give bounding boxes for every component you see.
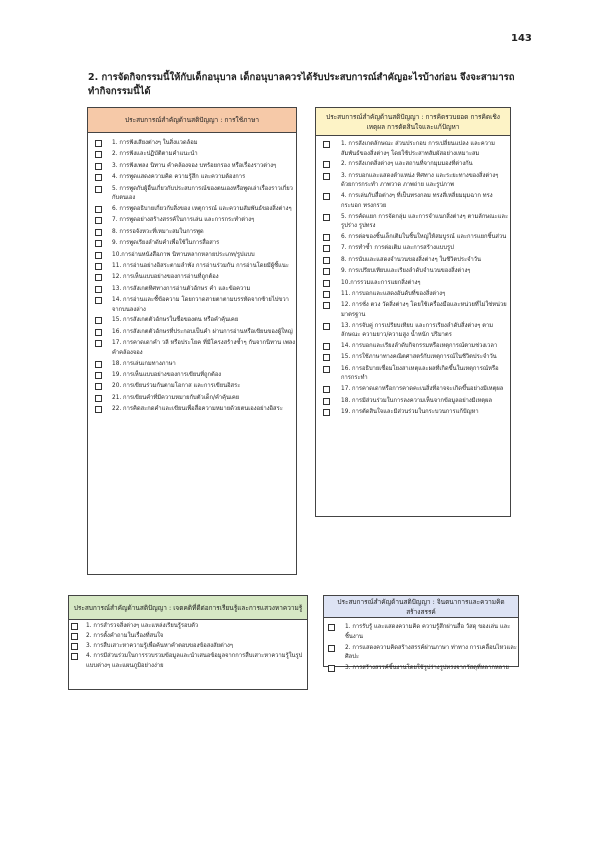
checklist-item [316,385,510,395]
checklist-item-label: 11. การอ่านอย่างอิสระตามลำพัง การอ่านร่วมกัน การอ่านโดยมีผู้ชี้แนะ [112,262,289,269]
checklist-item-label: 1. การรับรู้ และแสดงความคิด ความรู้สึกผ่านสื่อ วัสดุ ของเล่น และชิ้นงาน [345,624,511,640]
checkbox[interactable] [71,643,78,650]
checklist-item-label: 6. การพูดอธิบายเกี่ยวกับสิ่งของ เหตุการณ์ และความสัมพันธ์ของสิ่งต่างๆ [112,205,292,212]
checkbox[interactable] [323,343,330,350]
checklist-item [316,256,510,266]
checklist-item-label: 3. การสร้างสรรค์ชิ้นงานโดยใช้รูปร่างรูปทรงจากวัสดุที่หลากหลาย [345,665,509,671]
language-experience-panel [87,107,297,575]
checklist-item-label: 5. การคัดแยก การจัดกลุ่ม และการจำแนกสิ่งต่างๆ ตามลักษณะและรูปร่าง รูปทรง [341,213,509,230]
checkbox[interactable] [95,263,102,270]
checklist-item [69,622,307,632]
checklist-item [88,405,296,415]
checkbox[interactable] [323,366,330,373]
checklist-item-label: 1. การสำรวจสิ่งต่างๆ และแหล่งเรียนรู้รอบตัว [86,623,199,629]
checklist-item [316,267,510,277]
checklist-item [324,623,518,642]
checklist-item-label: 19. การตัดสินใจและมีส่วนร่วมในกระบวนการแก้ปัญหา [341,409,479,416]
checkbox[interactable] [71,623,78,630]
checklist-item-label: 16. การสังเกตตัวอักษรที่ประกอบเป็นคำ ผ่านการอ่านหรือเขียนของผู้ใหญ่ [112,328,293,335]
checklist-item-label: 17. การคาดเดาคำ วลี หรือประโยค ที่มีโครงสร้างซ้ำๆ กันจากนิทาน เพลง คำคล้องจอง [112,340,296,356]
checklist-item [88,262,296,272]
panel-title: ประสบการณ์สำคัญด้านสติปัญญา : เจตคติที่ดีต่อการเรียนรู้และการแสวงหาความรู้ [69,596,307,620]
checklist-item [316,192,510,211]
checklist [88,133,296,415]
checklist-item [324,664,518,674]
checklist-item-label: 4. การพูดแสดงความคิด ความรู้สึก และความต้องการ [112,174,246,181]
checkbox[interactable] [71,633,78,640]
checkbox[interactable] [323,354,330,361]
panel-title: ประสบการณ์สำคัญด้านสติปัญญา : จินตนาการและความคิดสร้างสรรค์ [324,596,518,618]
checklist-item-label: 11. การบอกและแสดงอันดับที่ของสิ่งต่างๆ [341,290,446,297]
checklist-item [316,233,510,243]
checkbox[interactable] [323,214,330,221]
checkbox[interactable] [71,653,78,660]
checklist-item-label: 9. การพูดเรียงลำดับคำเพื่อใช้ในการสื่อสาร [112,240,220,247]
checkbox[interactable] [95,186,102,193]
checklist-item-label: 7. การทำซ้ำ การต่อเติม และการสร้างแบบรูป [341,245,454,252]
checkbox[interactable] [323,398,330,405]
checklist-item-label: 1. การฟังเสียงต่างๆ ในสิ่งแวดล้อม [112,140,198,146]
checklist-item [316,408,510,418]
checklist-item-label: 3. การสืบเสาะหาความรู้เพื่อค้นหาคำตอบของข้อสงสัยต่างๆ [86,643,234,649]
checklist-item [316,353,510,363]
checkbox[interactable] [95,163,102,170]
checklist-item-label: 3. การฟังเพลง นิทาน คำคล้องจอง บทร้อยกรอง หรือเรื่องราวต่างๆ [112,162,277,169]
checkbox[interactable] [95,406,102,413]
checklist-item [88,239,296,249]
checklist-item [316,140,510,159]
checkbox[interactable] [323,291,330,298]
checkbox[interactable] [323,234,330,241]
panel-title: ประสบการณ์สำคัญด้านสติปัญญา : การคิดรวบยอด การคิดเชิงเหตุผล การตัดสินใจและแก้ปัญหา [316,108,510,136]
checklist-item [324,644,518,663]
checklist [316,136,510,418]
page-number: 143 [511,33,532,44]
checklist-item-label: 20. การเขียนร่วมกันตามโอกาส และการเขียนอิสระ [112,383,241,390]
checkbox[interactable] [323,268,330,275]
checklist-item [88,228,296,238]
checklist-item [316,172,510,191]
checklist-item [88,296,296,315]
checkbox[interactable] [95,206,102,213]
checkbox[interactable] [323,141,330,148]
checkbox[interactable] [323,161,330,168]
checklist-item [88,273,296,283]
checklist-item-label: 2. การตั้งคำถามในเรื่องที่สนใจ [86,633,164,639]
checkbox[interactable] [323,409,330,416]
checklist-item [88,371,296,381]
checklist-item-label: 13. การจับคู่ การเปรียบเทียบ และการเรียงลำดับสิ่งต่างๆ ตามลักษณะ ความยาว/ความสูง น้ำหนัก ปริมาตร [341,322,494,339]
checklist-item-label: 14. การบอกและเรียงลำดับกิจกรรมหรือเหตุการณ์ตามช่วงเวลา [341,343,498,350]
checklist-item-label: 2. การแสดงความคิดสร้างสรรค์ผ่านภาษา ท่าทาง การเคลื่อนไหวและศิลปะ [345,644,517,660]
checklist-item [69,642,307,652]
checklist-item-label: 4. การเล่นกับสื่อต่างๆ ที่เป็นทรงกลม ทรงสี่เหลี่ยมมุมฉาก ทรงกระบอก ทรงกรวย [341,193,493,209]
checkbox[interactable] [328,624,335,631]
checklist-item [88,150,296,160]
checklist-item-label: 3. การบอกและแสดงตำแหน่ง ทิศทาง และระยะทางของสิ่งต่างๆ ด้วยการกระทำ ภาพวาด ภาพถ่าย และรูปภาพ [341,172,499,189]
checkbox[interactable] [95,140,102,147]
checkbox[interactable] [95,274,102,281]
checkbox[interactable] [95,383,102,390]
checklist-item [88,316,296,326]
concept-reasoning-panel [315,107,511,517]
checklist-item [316,290,510,300]
checklist-item-label: 12. การชั่ง ตวง วัดสิ่งต่างๆ โดยใช้เครื่องมือและหน่วยที่ไม่ใช่หน่วยมาตรฐาน [341,302,507,318]
checklist-item [88,382,296,392]
checklist-item [316,213,510,232]
panel-title: ประสบการณ์สำคัญด้านสติปัญญา : การใช้ภาษา [88,108,296,133]
checklist-item-label: 22. การคิดสะกดคำและเขียนเพื่อสื่อความหมายด้วยตนเองอย่างอิสระ [112,406,283,413]
checklist [69,620,307,671]
checklist-item-label: 14. การอ่านและชี้ข้อความ โดยกวาดสายตาตามบรรทัดจากซ้ายไปขวา จากบนลงล่าง [112,297,289,313]
checklist-item [316,322,510,341]
checklist-item [88,185,296,204]
checkbox[interactable] [95,361,102,368]
checklist-item-label: 6. การต่อของชิ้นเล็กเติมในชิ้นใหญ่ให้สมบูรณ์ และการแยกชิ้นส่วน [341,233,507,240]
checklist-item [316,342,510,352]
checkbox[interactable] [323,245,330,252]
checklist-item [88,173,296,183]
learning-attitude-panel [68,595,308,690]
checklist-item-label: 10.การอ่านหนังสือภาพ นิทานหลากหลายประเภท/รูปแบบ [112,251,255,258]
checkbox[interactable] [323,302,330,309]
imagination-creativity-panel [323,595,519,671]
checkbox[interactable] [95,174,102,181]
checklist-item [316,244,510,254]
checklist-item [88,162,296,172]
checklist-item-label: 2. การสังเกตสิ่งต่างๆ และสถานที่จากมุมมองที่ต่างกัน [341,161,473,168]
checklist-item-label: 1. การสังเกตลักษณะ ส่วนประกอบ การเปลี่ยนแปลง และความสัมพันธ์ของสิ่งต่างๆ โดยใช้ประสาทสัมผัสอย่างเหมาะสม [341,141,495,157]
checklist-item [88,205,296,215]
question-heading: 2. การจัดกิจกรรมนี้ให้กับเด็กอนุบาล เด็กอนุบาลควรได้รับประสบการณ์สำคัญอะไรบ้างก่อน จึงจะสามารถทำกิจกรรมนี้ได้ [88,72,515,97]
checklist-item [316,160,510,170]
checklist-item-label: 4. การมีส่วนร่วมในการรวบรวมข้อมูลและนำเสนอข้อมูลจากการสืบเสาะหาความรู้ในรูปแบบต่างๆ และแผนภูมิอย่างง่าย [86,653,303,669]
checklist-item-label: 8. การรอจังหวะที่เหมาะสมในการพูด [112,228,204,235]
checklist-item-label: 7. การพูดอย่างสร้างสรรค์ในการเล่น และการกระทำต่างๆ [112,217,255,224]
checkbox[interactable] [95,252,102,259]
checklist-item-label: 13. การสังเกตทิศทางการอ่านตัวอักษร คำ และข้อความ [112,285,251,292]
checklist-item-label: 15. การใช้ภาษาทางคณิตศาสตร์กับเหตุการณ์ในชีวิตประจำวัน [341,354,497,361]
checklist-item [88,139,296,149]
checklist-item-label: 17. การคาดเดาหรือการคาดคะเนสิ่งที่อาจจะเกิดขึ้นอย่างมีเหตุผล [341,386,504,393]
checklist-item [88,251,296,261]
checklist-item-label: 18. การเล่นเกมทางภาษา [112,360,176,367]
checklist-item-label: 2. การฟังและปฏิบัติตามคำแนะนำ [112,151,198,158]
checkbox[interactable] [95,317,102,324]
checkbox[interactable] [328,645,335,652]
checklist [324,618,518,674]
checklist-item [88,216,296,226]
checklist-item [316,397,510,407]
checkbox[interactable] [95,372,102,379]
checkbox[interactable] [95,329,102,336]
checkbox[interactable] [323,386,330,393]
checklist-item [88,394,296,404]
checkbox[interactable] [95,297,102,304]
checklist-item [88,285,296,295]
checkbox[interactable] [95,240,102,247]
checklist-item [88,339,296,358]
checklist-item-label: 15. การสังเกตตัวอักษรในชื่อของตน หรือคำคุ้นเคย [112,317,239,324]
checklist-item-label: 18. การมีส่วนร่วมในการลงความเห็นจากข้อมูลอย่างมีเหตุผล [341,397,493,404]
checkbox[interactable] [323,323,330,330]
checkbox[interactable] [323,173,330,180]
checkbox[interactable] [95,151,102,158]
checklist-item-label: 5. การพูดกับผู้อื่นเกี่ยวกับประสบการณ์ของตนเองหรือพูดเล่าเรื่องราวเกี่ยวกับตนเอง [112,185,293,202]
checklist-item-label: 19. การเห็นแบบอย่างของการเขียนที่ถูกต้อง [112,372,222,379]
checklist-item-label: 9. การเปรียบเทียบและเรียงลำดับจำนวนของสิ่งต่างๆ [341,268,471,275]
checklist-item [88,360,296,370]
checkbox[interactable] [95,229,102,236]
checkbox[interactable] [328,665,335,672]
checklist-item-label: 10.การรวมและการแยกสิ่งต่างๆ [341,279,421,286]
checklist-item [316,279,510,289]
checkbox[interactable] [95,340,102,347]
checklist-item [316,365,510,384]
checklist-item [88,328,296,338]
checkbox[interactable] [323,257,330,264]
checklist-item [69,632,307,642]
checkbox[interactable] [323,193,330,200]
checklist-item-label: 21. การเขียนคำที่มีความหมายกับตัวเด็ก/คำคุ้นเคย [112,394,240,401]
checklist-item [316,301,510,320]
checklist-item [69,652,307,671]
checkbox[interactable] [95,217,102,224]
checklist-item-label: 8. การนับและแสดงจำนวนของสิ่งต่างๆ ในชีวิตประจำวัน [341,256,481,263]
checklist-item-label: 16. การอธิบายเชื่อมโยงสาเหตุและผลที่เกิดขึ้นในเหตุการณ์หรือการกระทำ [341,365,499,382]
checkbox[interactable] [323,280,330,287]
checkbox[interactable] [95,286,102,293]
checkbox[interactable] [95,395,102,402]
checklist-item-label: 12. การเห็นแบบอย่างของการอ่านที่ถูกต้อง [112,274,219,281]
